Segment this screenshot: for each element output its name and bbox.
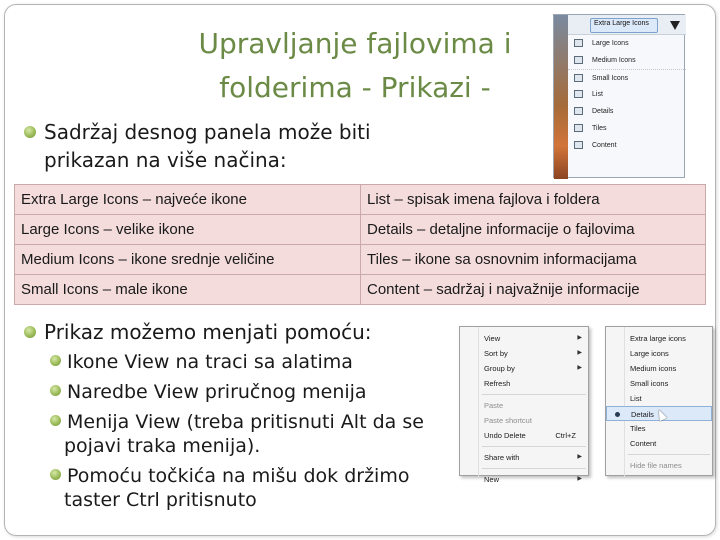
dropdown-arrow-icon	[670, 21, 680, 30]
view-modes-table	[14, 184, 706, 305]
change-view-text: Prikaz možemo menjati pomoću:	[44, 320, 372, 344]
table-cell: Medium Icons – ikone srednje veličine	[15, 245, 361, 275]
sub-bullet: Naredbe View priručnog menija	[50, 380, 450, 404]
table-cell: Details – detaljne informacije o fajlovima	[361, 215, 706, 245]
submenu-item[interactable]: Hide file names	[630, 461, 682, 470]
submenu-item[interactable]: Content	[630, 439, 657, 448]
change-view-bullet	[24, 318, 454, 346]
bullet-icon	[50, 469, 61, 480]
menu-item-refresh[interactable]: Refresh	[484, 379, 511, 388]
view-option[interactable]: Small Icons	[568, 69, 686, 86]
submenu-item[interactable]: List	[630, 394, 642, 403]
intro-bullet	[24, 118, 404, 174]
chevron-right-icon: ▶	[577, 365, 582, 371]
title-line-2: folderima - Prikazi -	[219, 71, 491, 104]
chevron-right-icon: ▶	[577, 335, 582, 341]
sub-bullet: Ikone View na traci sa alatima	[50, 350, 450, 374]
content-icon	[574, 141, 583, 149]
view-options-list	[568, 35, 686, 154]
menu-item-view[interactable]: View ▶	[460, 331, 588, 346]
menu-item-paste-shortcut[interactable]: Paste shortcut	[484, 416, 532, 425]
tiles-icon	[574, 124, 583, 132]
view-submenu	[605, 326, 713, 476]
context-menu	[459, 326, 589, 484]
selected-view-label: Extra Large Icons	[594, 20, 649, 27]
menu-item-share-with[interactable]: Share with ▶	[460, 450, 588, 465]
view-option[interactable]: List	[568, 86, 686, 103]
menu-separator	[482, 394, 586, 395]
chevron-right-icon: ▶	[577, 476, 582, 482]
menu-separator	[628, 454, 710, 455]
details-icon	[574, 107, 583, 115]
submenu-item[interactable]: Extra large icons	[630, 334, 686, 343]
view-option[interactable]: Large Icons	[568, 35, 686, 52]
submenu-item-selected[interactable]: Details	[606, 406, 712, 421]
shortcut-label: Ctrl+Z	[555, 431, 576, 440]
table-row	[15, 215, 706, 245]
chevron-right-icon: ▶	[577, 454, 582, 460]
medium-icons-icon	[574, 56, 583, 64]
table-row	[15, 275, 706, 305]
table-cell: Small Icons – male ikone	[15, 275, 361, 305]
sub-bullet: Menija View (treba pritisnuti Alt da se pojavi traka menija).	[50, 410, 450, 458]
large-icons-icon	[574, 39, 583, 47]
bullet-icon	[24, 126, 36, 138]
table-cell: Large Icons – velike ikone	[15, 215, 361, 245]
table-row	[15, 245, 706, 275]
view-option[interactable]: Content	[568, 137, 686, 154]
view-option[interactable]: Tiles	[568, 120, 686, 137]
bullet-icon	[50, 355, 61, 366]
bullet-icon	[50, 415, 61, 426]
menu-item-sort-by[interactable]: Sort by ▶	[460, 346, 588, 361]
menu-item-undo-delete[interactable]: Undo Delete Ctrl+Z	[460, 428, 588, 443]
small-icons-icon	[574, 74, 583, 82]
table-cell: Content – sadržaj i najvažnije informacije	[361, 275, 706, 305]
title-line-1: Upravljanje fajlovima i	[198, 27, 512, 60]
view-option[interactable]: Medium Icons	[568, 52, 686, 69]
list-icon	[574, 90, 583, 98]
menu-separator	[482, 468, 586, 469]
submenu-item[interactable]: Medium icons	[630, 364, 677, 373]
context-menu-screenshot	[459, 326, 713, 484]
table-cell: Extra Large Icons – najveće ikone	[15, 185, 361, 215]
view-option[interactable]: Details	[568, 103, 686, 120]
table-row	[15, 185, 706, 215]
bullet-icon	[24, 326, 36, 338]
intro-line-2: prikazan na više načina:	[44, 148, 287, 172]
view-options-screenshot	[553, 14, 685, 178]
chevron-right-icon: ▶	[577, 350, 582, 356]
desktop-wallpaper-strip	[554, 15, 568, 179]
menu-item-new[interactable]: New ▶	[460, 472, 588, 487]
slide-title	[150, 22, 560, 110]
table-cell: List – spisak imena fajlova i foldera	[361, 185, 706, 215]
menu-item-group-by[interactable]: Group by ▶	[460, 361, 588, 376]
sub-bullet: Pomoću točkića na mišu dok držimo taster Ctrl pritisnuto	[50, 464, 450, 512]
menu-separator	[482, 446, 586, 447]
table-cell: Tiles – ikone sa osnovnim informacijama	[361, 245, 706, 275]
submenu-item[interactable]: Small icons	[630, 379, 669, 388]
radio-dot-icon	[615, 412, 620, 417]
bullet-icon	[50, 385, 61, 396]
submenu-item[interactable]: Large icons	[630, 349, 669, 358]
intro-line-1: Sadržaj desnog panela može biti	[44, 120, 371, 144]
submenu-item[interactable]: Tiles	[630, 424, 646, 433]
menu-item-paste[interactable]: Paste	[484, 401, 504, 410]
